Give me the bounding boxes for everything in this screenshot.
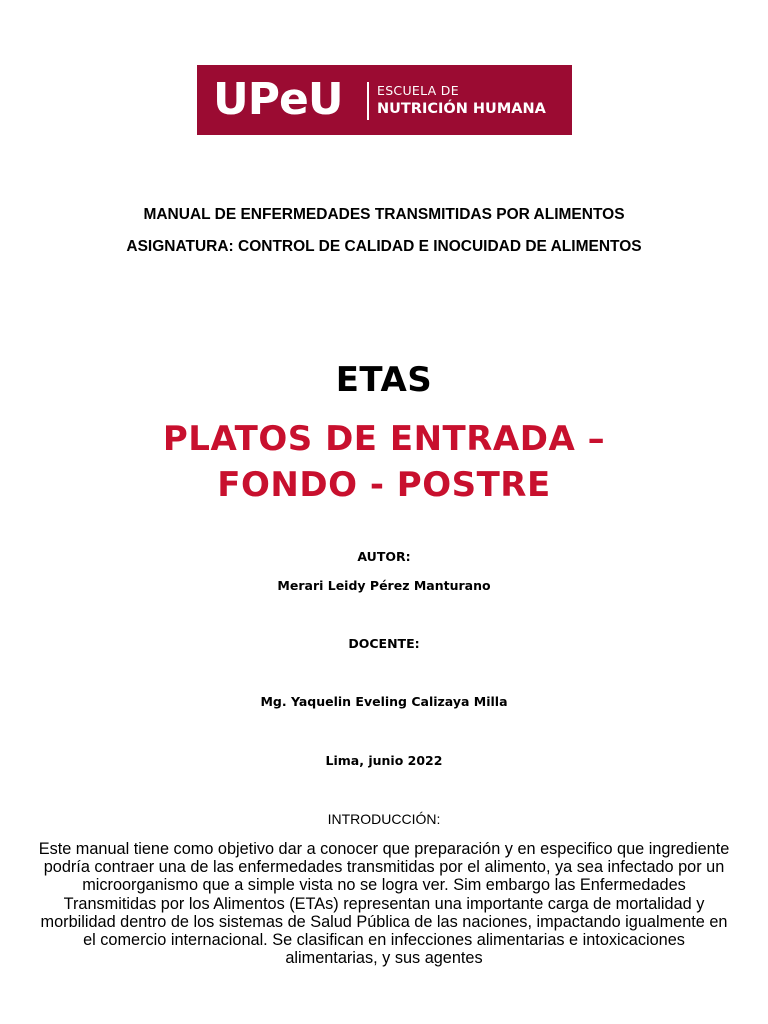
upeu-logo [197,65,572,135]
logo-program-line: NUTRICIÓN HUMANA [377,101,546,117]
teacher-name: Mg. Yaquelin Eveling Calizaya Milla [260,694,508,709]
teacher-label: DOCENTE: [348,636,420,651]
author-name: Merari Leidy Pérez Manturano [277,578,491,593]
intro-paragraph: Este manual tiene como objetivo dar a conocer que preparación y en especifico que ingrediente podría contraer una de las enfermedades transmitidas por el alimento, ya sea infectado por un microorganismo que a simple vista no se logra ver. Sim embargo las Enfermedades Transmitidas por los Alimentos (ETAs) representan una importante carga de mortalidad y morbilidad dentro de los sistemas de Salud Pública de las naciones, impactando igualmente en el comercio internacional. Se clasifican en infecciones alimentarias e intoxicaciones alimentarias, y sus agentes [38,840,730,968]
place-date: Lima, junio 2022 [325,753,443,768]
document-subtitle-line1: PLATOS DE ENTRADA – [162,419,606,459]
document-subtitle-line2: FONDO - POSTRE [217,465,551,505]
subject-title: ASIGNATURA: CONTROL DE CALIDAD E INOCUIDAD DE ALIMENTOS [126,238,642,255]
manual-title: MANUAL DE ENFERMEDADES TRANSMITIDAS POR ALIMENTOS [143,206,625,223]
intro-heading: INTRODUCCIÓN: [327,811,441,827]
author-label: AUTOR: [357,549,411,564]
document-title: ETAS [335,360,433,400]
logo-wordmark: UPeU [213,74,343,125]
logo-school-line: ESCUELA DE [377,83,459,98]
logo-divider [367,82,369,120]
